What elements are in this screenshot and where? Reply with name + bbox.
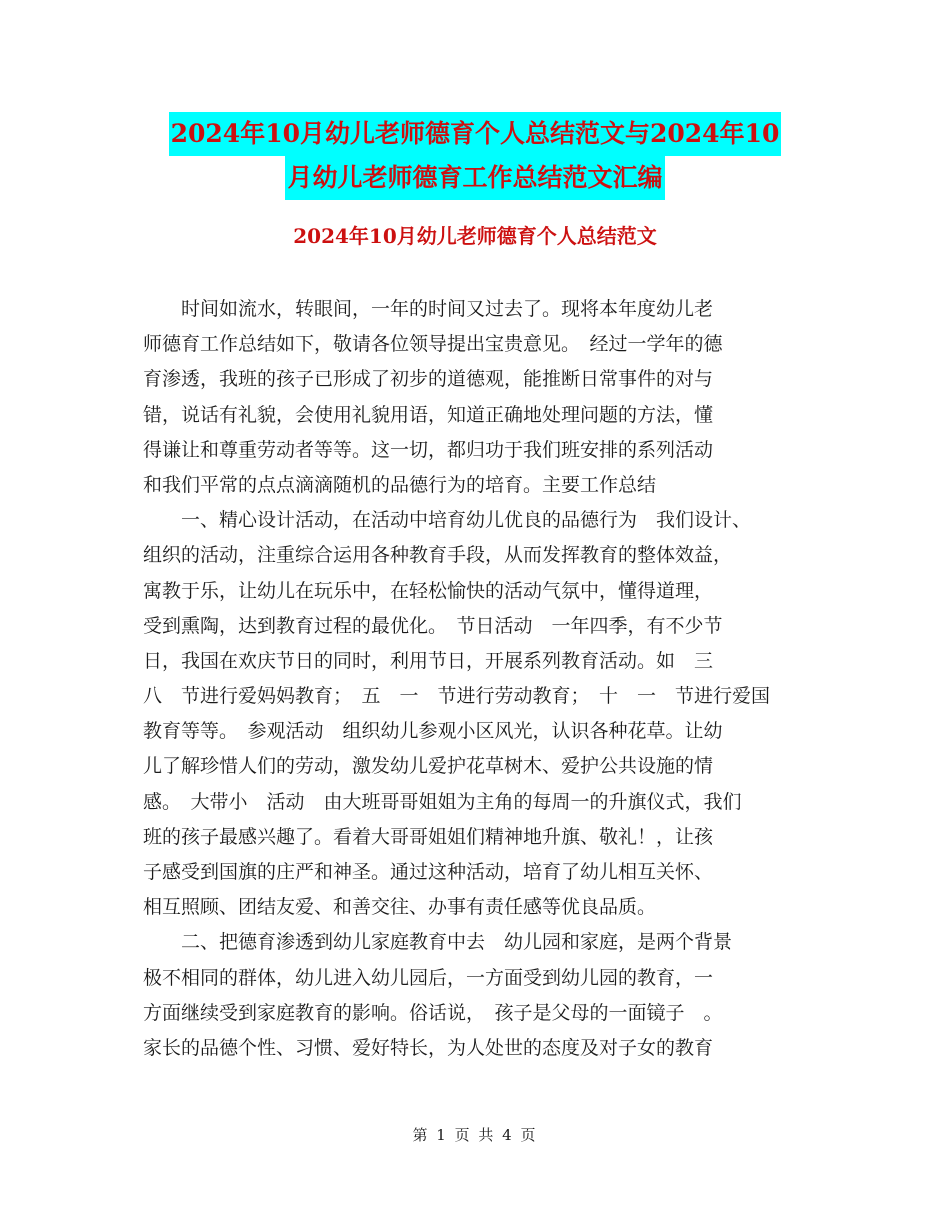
title-line-2: 月幼儿老师德育工作总结范文汇编 bbox=[285, 156, 664, 200]
body-line: 育渗透，我班的孩子已形成了初步的道德观，能推断日常事件的对与 bbox=[143, 368, 714, 391]
body-line: 儿了解珍惜人们的劳动，激发幼儿爱护花草树木、爱护公共设施的情 bbox=[143, 755, 714, 778]
body-line: 一、精心设计活动，在活动中培育幼儿优良的品德行为 我们设计、 bbox=[143, 509, 752, 532]
body-line: 师德育工作总结如下，敬请各位领导提出宝贵意见。 经过一学年的德 bbox=[143, 333, 723, 356]
body-line: 二、把德育渗透到幼儿家庭教育中去 幼儿园和家庭，是两个背景 bbox=[143, 931, 733, 954]
body-line: 时间如流水，转眼间，一年的时间又过去了。现将本年度幼儿老 bbox=[143, 298, 714, 320]
body-line: 得谦让和尊重劳动者等等。这一切，都归功于我们班安排的系列活动 bbox=[143, 438, 714, 461]
body-text bbox=[143, 292, 843, 1066]
body-line: 受到熏陶，达到教育过程的最优化。 节日活动 一年四季，有不少节 bbox=[143, 614, 723, 637]
body-line: 方面继续受到家庭教育的影响。俗话说， 孩子是父母的一面镜子 。 bbox=[143, 1001, 723, 1024]
body-line: 相互照顾、团结友爱、和善交往、办事有责任感等优良品质。 bbox=[143, 896, 657, 919]
page-footer: 第 1 页 共 4 页 bbox=[412, 1126, 538, 1144]
body-line: 寓教于乐，让幼儿在玩乐中，在轻松愉快的活动气氛中，懂得道理， bbox=[143, 579, 714, 602]
section-title: 2024年10月幼儿老师德育个人总结范文 bbox=[293, 224, 657, 248]
body-line: 子感受到国旗的庄严和神圣。通过这种活动，培育了幼儿相互关怀、 bbox=[143, 861, 714, 883]
body-line: 错，说话有礼貌，会使用礼貌用语，知道正确地处理问题的方法，懂 bbox=[143, 403, 714, 426]
body-line: 家长的品德个性、习惯、爱好特长，为人处世的态度及对子女的教育 bbox=[143, 1036, 714, 1059]
body-line: 班的孩子最感兴趣了。看着大哥哥姐姐们精神地升旗、敬礼！，让孩 bbox=[143, 825, 714, 848]
body-line: 日，我国在欢庆节日的同时，利用节日，开展系列教育活动。如 三 bbox=[143, 649, 714, 672]
body-line: 教育等等。 参观活动 组织幼儿参观小区风光，认识各种花草。让幼 bbox=[143, 720, 723, 743]
document-title bbox=[0, 112, 950, 200]
body-line: 和我们平常的点点滴滴随机的品德行为的培育。主要工作总结 bbox=[143, 473, 657, 496]
title-line-1: 2024年10月幼儿老师德育个人总结范文与2024年10 bbox=[169, 112, 782, 156]
body-line: 组织的活动，注重综合运用各种教育手段，从而发挥教育的整体效益， bbox=[143, 544, 733, 567]
body-line: 感。 大带小 活动 由大班哥哥姐姐为主角的每周一的升旗仪式，我们 bbox=[143, 790, 742, 813]
body-line: 极不相同的群体，幼儿进入幼儿园后，一方面受到幼儿园的教育，一 bbox=[143, 966, 714, 989]
body-line: 八 节进行爱妈妈教育； 五 一 节进行劳动教育； 十 一 节进行爱国 bbox=[143, 685, 771, 708]
